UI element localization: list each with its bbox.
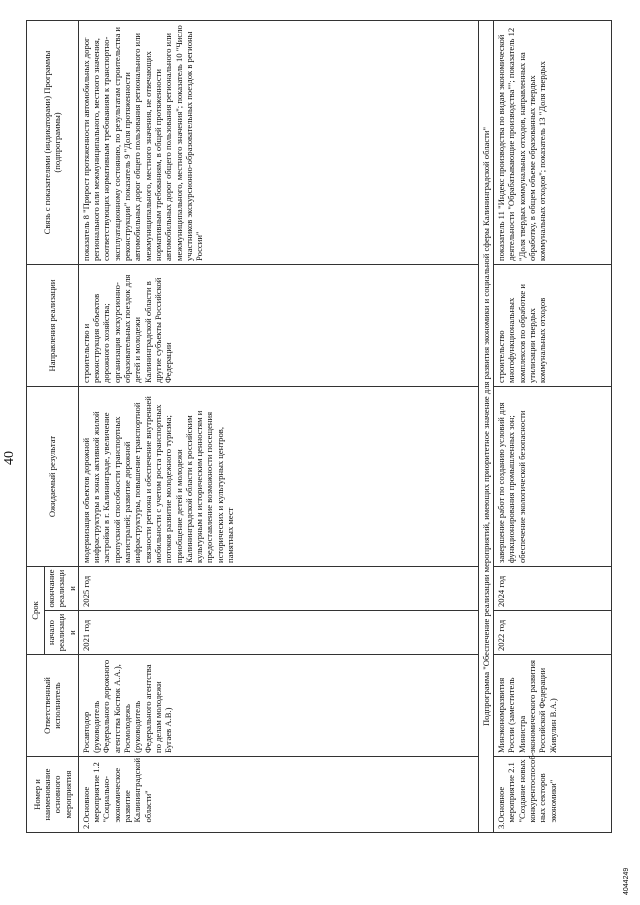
header-executor: Ответственный исполнитель [27,655,79,757]
header-term: Срок [27,566,45,654]
header-start: начало реализации [45,611,79,655]
table-row [494,20,612,832]
header-direction: Направления реализации [27,264,79,386]
header-link: Связь с показателями (индикаторами) Программы (подпрограммы) [27,20,79,264]
measure-name: Основное мероприятие 1.2 "Социально-экономическое развитие Калининградской области" [80,757,153,823]
direction: строительство и реконструкция объектов дорожного хозяйства; организация экскурсионно-образовательных поездок для детей и молодежи Калининградской области в другие субъекты Российской Федерации [78,264,478,386]
header-name: Номер и наименование основного мероприятия [27,757,79,833]
indicator-link: показатель 11 "Индекс производства по видам экономической деятельности "Обрабатывающие производства""; показатель 12 "Доля твердых коммунальных отходов, направленных на обработку, в общем объеме образованных твердых коммунальных отходов"; показатель 13 "Доля твердых [494,20,612,264]
start-year: 2021 год [78,611,478,655]
measure-name: Основное мероприятие 2.1 "Создание новых конкурентоспособ-ных секторов экономики" [496,752,558,823]
table-row [78,20,478,832]
row-number: 3. [496,822,507,829]
end-year: 2025 год [78,566,478,610]
header-end: окончание реализации [45,566,79,610]
subprogram-title: Подпрограмма "Обеспечение реализации мероприятий, имеющих приоритетное значение для развития экономики и социальной сферы Калининградской области" [478,20,493,832]
header-result: Ожидаемый результат [27,386,79,566]
executor: Минэкономразвития России (заместитель Министра экономического развития Российской Федерации Живулин В.А.) [494,655,612,757]
measures-table [26,20,612,833]
document-code: 4044249 [623,867,630,895]
direction: строительство многофункциональных комплексов по обработке и утилизации твердых коммунальных отходов [494,264,612,386]
start-year: 2022 год [494,611,612,655]
expected-result: модернизация объектов дорожной инфраструктуры в зонах активной жилой застройки в г. Калининграде, увеличение пропускной способности транспортных магистралей; развитие дорожной инфраструктуры, повышение транспортной связности региона и обеспечение внутренней мобильности с учетом роста транспортных потоков развитие молодежного туризма; приобщение детей и молодежи Калининградской области к российским культурным и историческим ценностям и предоставление возможности посещения исторических и культурных центров, памятных мест [78,386,478,566]
expected-result: завершение работ по созданию условий для функционирования промышленных зон; обеспечение экологической безопасности [494,386,612,566]
end-year: 2024 год [494,566,612,610]
indicator-link: показатель 8 "Прирост протяженности автомобильных дорог регионального или межмуниципального, местного значения, соответствующих нормативным требованиям к транспортно-эксплуатационному состоянию, по результатам строительства и реконструкции" показатель 9 "Доля протяженности автомобильных дорог общего пользования регионального или межмуниципального, местного значения, не отвечающих нормативным требованиям, в общей протяженности автомобильных дорог общего пользования регионального или межмуниципального, местного значения"; показатель 10 "Число участников экскурсионно-образовательных поездок в регионы России" [78,20,478,264]
row-number: 2. [80,822,91,829]
executor: Росавтодор (руководитель Федерального дорожного агентства Костюк А.А.), Росмолодежь (руководитель Федерального агентства по делам молодежи Бугаев А.В.) [78,655,478,757]
page-number: 40 [2,451,17,465]
